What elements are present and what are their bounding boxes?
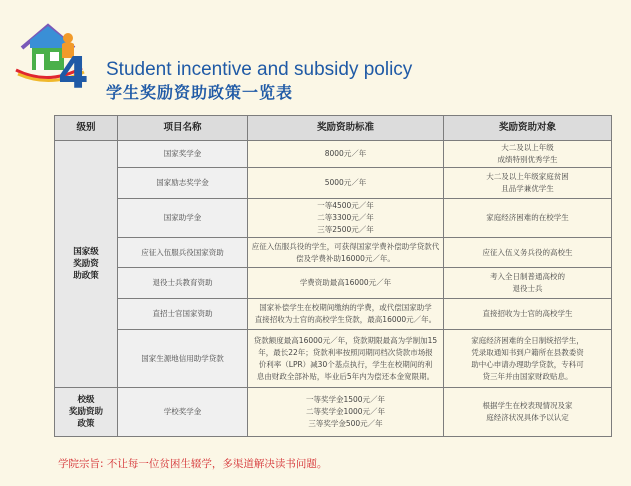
row-name: 退役士兵教育资助	[118, 268, 248, 299]
table-row	[55, 141, 612, 168]
row-standard: 一等奖学金1500元／年 二等奖学金1000元／年 三等奖学金500元／年	[248, 388, 444, 437]
row-standard: 贷款额度最高16000元／年，贷款期限最高为学制加15 年，最长22年；贷款利率按照同期同档次贷款市场报 价利率（LPR）减30个基点执行，学生在校期间的利 息由财政全部补贴，毕业后5年内为偿还本金宽限期。	[248, 330, 444, 388]
header-standard: 奖励资助标准	[248, 116, 444, 141]
row-name: 国家生源地信用助学贷款	[118, 330, 248, 388]
row-target: 家庭经济困难的在校学生	[444, 199, 612, 238]
header-target: 奖励资助对象	[444, 116, 612, 141]
row-name: 国家励志奖学金	[118, 168, 248, 199]
row-target: 直接招收为士官的高校学生	[444, 299, 612, 330]
row-target: 应征入伍义务兵役的高校生	[444, 238, 612, 268]
row-standard: 5000元／年	[248, 168, 444, 199]
table-row	[55, 238, 612, 268]
table-row	[55, 330, 612, 388]
row-standard: 学费资助最高16000元／年	[248, 268, 444, 299]
row-target: 考入全日制普通高校的 退役士兵	[444, 268, 612, 299]
row-standard: 8000元／年	[248, 141, 444, 168]
row-name: 国家助学金	[118, 199, 248, 238]
title-english: Student incentive and subsidy policy	[106, 59, 413, 80]
section-number: 4	[58, 48, 89, 99]
college-motto: 学院宗旨: 不让每一位贫困生辍学，多渠道解决读书问题。	[58, 458, 328, 470]
header-project-name: 项目名称	[118, 116, 248, 141]
row-target: 家庭经济困难的全日制统招学生， 凭录取通知书到户籍所在县教委资 助中心申请办理助学贷款，专科可 贷三年并由国家财政贴息。	[444, 330, 612, 388]
row-target: 根据学生在校表现情况及家 庭经济状况具体予以认定	[444, 388, 612, 437]
category-national: 国家级 奖励资 助政策	[55, 141, 118, 388]
row-standard: 一等4500元／年 二等3300元／年 三等2500元／年	[248, 199, 444, 238]
row-standard: 应征入伍服兵役的学生，可获得国家学费补偿助学贷款代 偿及学费补助16000元／年。	[248, 238, 444, 268]
table-row	[55, 168, 612, 199]
title-chinese: 学生奖励资助政策一览表	[106, 83, 294, 102]
row-name: 应征入伍服兵役国家资助	[118, 238, 248, 268]
table-row	[55, 299, 612, 330]
row-name: 直招士官国家资助	[118, 299, 248, 330]
table-row	[55, 388, 612, 437]
header-level: 级别	[55, 116, 118, 141]
policy-table	[54, 115, 612, 437]
table-header-row	[55, 116, 612, 141]
table-row	[55, 199, 612, 238]
table-row	[55, 268, 612, 299]
row-target: 大二及以上年级家庭贫困 且品学兼优学生	[444, 168, 612, 199]
category-school: 校级 奖励资助 政策	[55, 388, 118, 437]
row-name: 国家奖学金	[118, 141, 248, 168]
row-standard: 国家补偿学生在校期间缴纳的学费，或代偿国家助学 直接招收为士官的高校学生贷款，最高16000元／年。	[248, 299, 444, 330]
row-name: 学校奖学金	[118, 388, 248, 437]
row-target: 大二及以上年级 成绩特别优秀学生	[444, 141, 612, 168]
